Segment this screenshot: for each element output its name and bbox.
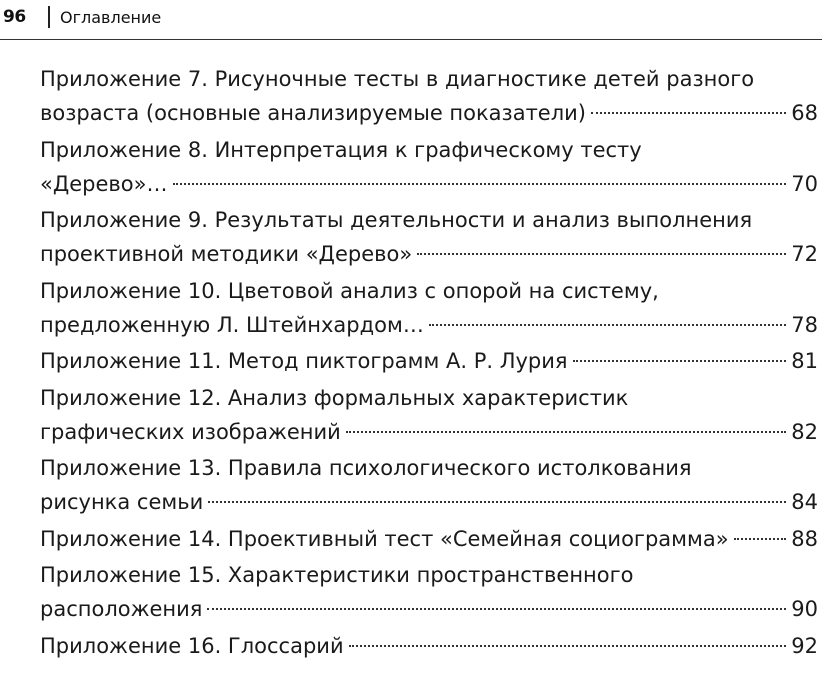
toc-entry-appendix-16[interactable] — [40, 629, 818, 663]
toc-entry-line — [40, 96, 818, 130]
toc-page-number: 90 — [791, 597, 818, 621]
page-number: 96 — [3, 7, 26, 27]
toc-entry-line — [40, 274, 818, 308]
toc-entry-appendix-9[interactable] — [40, 203, 818, 271]
toc-entry-line — [40, 522, 818, 556]
dot-leader — [173, 183, 787, 185]
dot-leader — [573, 360, 787, 362]
toc-entry-title: Приложение 7. Рисуночные тесты в диагностике детей разного — [40, 67, 755, 91]
dot-leader — [429, 324, 786, 326]
toc-entry-line — [40, 592, 818, 626]
dot-leader — [349, 645, 787, 647]
toc-entry-line — [40, 485, 818, 519]
toc-entry-line — [40, 167, 818, 201]
toc-entry-appendix-15[interactable] — [40, 558, 818, 626]
toc-page-number: 88 — [791, 526, 818, 551]
running-title: Оглавление — [60, 8, 162, 27]
toc-entry-title-continued: «Дерево»… — [40, 171, 168, 196]
toc-entry-line — [40, 415, 818, 449]
toc-entry-line — [40, 203, 818, 237]
toc-entry-title-continued: графических изображений — [40, 419, 341, 444]
toc-entry-title: Приложение 12. Анализ формальных характеристик — [40, 385, 629, 410]
toc-entry-title-continued: предложенную Л. Штейнхардом… — [40, 312, 424, 337]
toc-entry-appendix-13[interactable] — [40, 451, 818, 519]
toc-page-number: 78 — [791, 312, 818, 337]
toc-entry-line — [40, 237, 818, 271]
toc-entry-line — [40, 62, 818, 96]
header-rule — [0, 39, 822, 40]
toc-page-number: 81 — [791, 349, 818, 373]
header-separator — [48, 6, 50, 28]
dot-leader — [591, 112, 786, 114]
toc-entry-line — [40, 344, 818, 378]
toc-entry-line — [40, 629, 818, 663]
toc-entry-title: Приложение 10. Цветовой анализ с опорой на систему, — [40, 278, 659, 303]
toc-page-number: 70 — [791, 171, 818, 196]
toc-entry-title: Приложение 16. Глоссарий — [40, 633, 344, 658]
table-of-contents — [40, 62, 818, 665]
toc-page-number: 84 — [791, 490, 818, 514]
toc-page-number: 72 — [791, 242, 818, 266]
toc-entry-title: Приложение 8. Интерпретация к графическому тесту — [40, 137, 642, 162]
toc-entry-title-continued: возраста (основные анализируемые показатели) — [40, 101, 586, 125]
toc-entry-line — [40, 451, 818, 485]
dot-leader — [734, 538, 787, 540]
toc-entry-title-continued: проективной методики «Дерево» — [40, 242, 413, 266]
toc-entry-appendix-11[interactable] — [40, 344, 818, 378]
dot-leader — [417, 253, 786, 255]
toc-entry-appendix-10[interactable] — [40, 274, 818, 342]
page-header — [0, 0, 822, 40]
toc-entry-title: Приложение 9. Результаты деятельности и анализ выполнения — [40, 208, 753, 232]
toc-entry-line — [40, 133, 818, 167]
toc-entry-line — [40, 558, 818, 592]
dot-leader — [207, 608, 786, 610]
toc-page-number: 82 — [791, 419, 818, 444]
toc-entry-appendix-12[interactable] — [40, 381, 818, 449]
toc-entry-title-continued: рисунка семьи — [40, 490, 204, 514]
toc-entry-title: Приложение 13. Правила психологического истолкования — [40, 456, 692, 480]
toc-entry-line — [40, 308, 818, 342]
toc-page-number: 68 — [791, 101, 818, 125]
toc-entry-appendix-14[interactable] — [40, 522, 818, 556]
toc-entry-appendix-8[interactable] — [40, 133, 818, 201]
toc-entry-title-continued: расположения — [40, 597, 203, 621]
dot-leader — [208, 501, 786, 503]
toc-entry-line — [40, 381, 818, 415]
toc-entry-title: Приложение 14. Проективный тест «Семейная социограмма» — [40, 526, 729, 551]
toc-entry-title: Приложение 11. Метод пиктограмм А. Р. Лурия — [40, 349, 568, 373]
toc-entry-title: Приложение 15. Характеристики пространственного — [40, 563, 634, 587]
dot-leader — [346, 431, 786, 433]
toc-entry-appendix-7[interactable] — [40, 62, 818, 130]
toc-page-number: 92 — [791, 633, 818, 658]
